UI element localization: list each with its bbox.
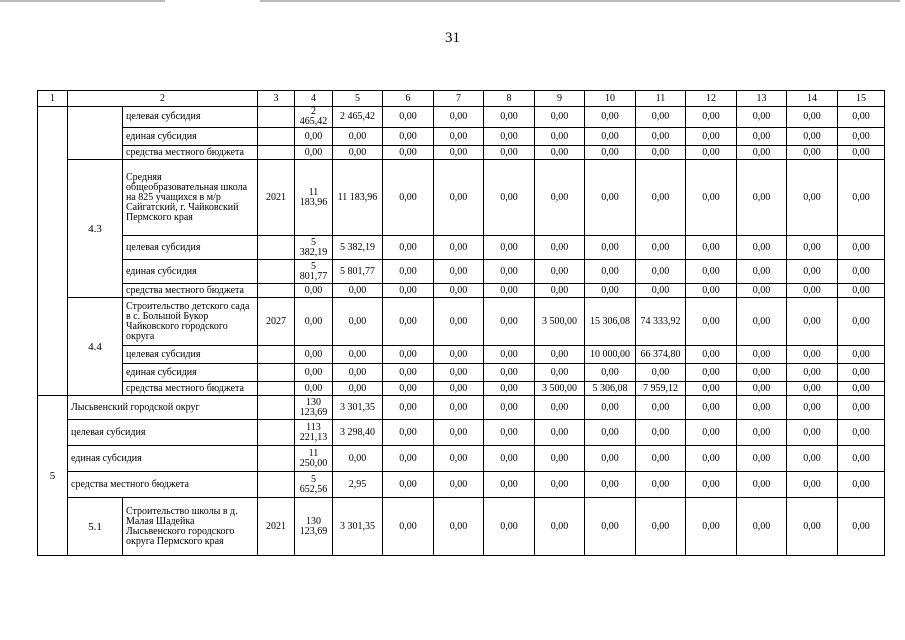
value-cell: 0,00 (585, 364, 636, 382)
header-cell: 13 (737, 91, 787, 107)
header-cell: 11 (636, 91, 686, 107)
value-cell: 0,00 (333, 346, 383, 364)
table-row (38, 284, 885, 298)
table-row (38, 160, 885, 236)
value-cell: 0,00 (333, 128, 383, 146)
table-row (38, 472, 885, 498)
value-cell: 0,00 (295, 364, 333, 382)
table-row (38, 298, 885, 346)
value-cell: 0,00 (787, 382, 838, 396)
value-cell: 0,00 (686, 107, 737, 128)
year-cell (258, 420, 295, 446)
value-cell: 0,00 (383, 146, 434, 160)
value-cell: 0,00 (535, 284, 585, 298)
value-cell: 0,00 (484, 396, 535, 420)
value-cell: 0,00 (295, 346, 333, 364)
value-cell: 3 301,35 (333, 498, 383, 556)
header-cell: 4 (295, 91, 333, 107)
value-cell: 0,00 (434, 498, 484, 556)
value-cell: 0,00 (535, 498, 585, 556)
header-cell: 1 (38, 91, 68, 107)
header-cell: 9 (535, 91, 585, 107)
row-label: единая субсидия (68, 446, 258, 472)
value-cell: 0,00 (484, 260, 535, 284)
value-cell: 3 298,40 (333, 420, 383, 446)
value-cell: 0,00 (434, 260, 484, 284)
value-cell: 0,00 (686, 382, 737, 396)
value-cell: 0,00 (484, 146, 535, 160)
value-cell: 0,00 (484, 107, 535, 128)
header-cell: 6 (383, 91, 434, 107)
row-label: средства местного бюджета (123, 146, 258, 160)
value-cell: 5 801,77 (295, 260, 333, 284)
year-cell (258, 396, 295, 420)
value-cell: 0,00 (636, 420, 686, 446)
value-cell: 0,00 (636, 236, 686, 260)
value-cell: 0,00 (686, 420, 737, 446)
row-label: целевая субсидия (68, 420, 258, 446)
value-cell: 0,00 (686, 160, 737, 236)
value-cell: 0,00 (535, 128, 585, 146)
value-cell: 0,00 (737, 284, 787, 298)
value-cell: 0,00 (787, 446, 838, 472)
value-cell: 0,00 (434, 107, 484, 128)
value-cell: 0,00 (838, 498, 885, 556)
table-row (38, 382, 885, 396)
value-cell: 0,00 (636, 107, 686, 128)
value-cell: 130 123,69 (295, 498, 333, 556)
value-cell: 5 801,77 (333, 260, 383, 284)
value-cell: 3 301,35 (333, 396, 383, 420)
header-cell: 5 (333, 91, 383, 107)
header-cell: 3 (258, 91, 295, 107)
value-cell: 0,00 (737, 396, 787, 420)
row-label: единая субсидия (123, 260, 258, 284)
value-cell: 0,00 (787, 420, 838, 446)
value-cell: 130 123,69 (295, 396, 333, 420)
value-cell: 0,00 (484, 472, 535, 498)
value-cell: 0,00 (636, 364, 686, 382)
year-cell: 2021 (258, 160, 295, 236)
value-cell: 0,00 (838, 284, 885, 298)
value-cell: 0,00 (484, 420, 535, 446)
value-cell: 0,00 (295, 382, 333, 396)
value-cell: 0,00 (535, 446, 585, 472)
value-cell: 0,00 (838, 346, 885, 364)
value-cell: 0,00 (333, 382, 383, 396)
value-cell: 0,00 (383, 472, 434, 498)
value-cell: 3 500,00 (535, 298, 585, 346)
row-label: единая субсидия (123, 364, 258, 382)
value-cell: 10 000,00 (585, 346, 636, 364)
value-cell: 0,00 (484, 446, 535, 472)
value-cell: 0,00 (535, 472, 585, 498)
page-number: 31 (445, 30, 460, 46)
value-cell: 0,00 (434, 364, 484, 382)
year-cell (258, 236, 295, 260)
value-cell: 0,00 (585, 420, 636, 446)
value-cell: 0,00 (636, 160, 686, 236)
item-number-cell: 4.3 (68, 160, 123, 298)
value-cell: 0,00 (434, 298, 484, 346)
value-cell: 0,00 (636, 260, 686, 284)
year-cell (258, 472, 295, 498)
value-cell: 0,00 (535, 364, 585, 382)
value-cell: 0,00 (686, 364, 737, 382)
value-cell: 0,00 (333, 284, 383, 298)
value-cell: 0,00 (686, 260, 737, 284)
row-label: Лысьвенский городской округ (68, 396, 258, 420)
value-cell: 0,00 (585, 260, 636, 284)
table-row (38, 107, 885, 128)
value-cell: 0,00 (585, 446, 636, 472)
value-cell: 0,00 (434, 346, 484, 364)
value-cell: 0,00 (737, 420, 787, 446)
header-row (38, 91, 885, 107)
value-cell: 0,00 (686, 446, 737, 472)
value-cell: 0,00 (636, 472, 686, 498)
value-cell: 0,00 (484, 298, 535, 346)
value-cell: 0,00 (737, 364, 787, 382)
value-cell: 0,00 (838, 107, 885, 128)
header-cell: 7 (434, 91, 484, 107)
value-cell: 0,00 (737, 382, 787, 396)
value-cell: 11 183,96 (295, 160, 333, 236)
header-cell: 2 (68, 91, 258, 107)
value-cell: 0,00 (636, 446, 686, 472)
header-cell: 10 (585, 91, 636, 107)
value-cell: 0,00 (737, 107, 787, 128)
value-cell: 0,00 (535, 146, 585, 160)
value-cell: 0,00 (737, 146, 787, 160)
value-cell: 0,00 (383, 446, 434, 472)
item-number-cell (68, 107, 123, 160)
value-cell: 0,00 (787, 396, 838, 420)
value-cell: 0,00 (484, 382, 535, 396)
row-label: целевая субсидия (123, 346, 258, 364)
value-cell: 0,00 (838, 236, 885, 260)
row-label: средства местного бюджета (68, 472, 258, 498)
value-cell: 0,00 (636, 396, 686, 420)
value-cell: 0,00 (787, 346, 838, 364)
header-cell: 14 (787, 91, 838, 107)
budget-table (37, 90, 885, 556)
value-cell: 0,00 (383, 260, 434, 284)
value-cell: 0,00 (737, 260, 787, 284)
item-number-cell: 4.4 (68, 298, 123, 396)
value-cell: 0,00 (383, 160, 434, 236)
value-cell: 0,00 (838, 420, 885, 446)
value-cell: 0,00 (383, 420, 434, 446)
value-cell: 0,00 (585, 128, 636, 146)
value-cell: 0,00 (585, 284, 636, 298)
year-cell (258, 364, 295, 382)
year-cell (258, 107, 295, 128)
value-cell: 0,00 (686, 498, 737, 556)
row-label: Строительство детского сада в с. Большой Букор Чайковского городского округа (123, 298, 258, 346)
header-cell: 15 (838, 91, 885, 107)
row-label: средства местного бюджета (123, 382, 258, 396)
value-cell: 0,00 (838, 298, 885, 346)
value-cell: 0,00 (787, 146, 838, 160)
row-label: Строительство школы в д. Малая Шадейка Лысьвенского городского округа Пермского края (123, 498, 258, 556)
value-cell: 11 250,00 (295, 446, 333, 472)
value-cell: 0,00 (838, 446, 885, 472)
value-cell: 0,00 (686, 284, 737, 298)
value-cell: 0,00 (585, 498, 636, 556)
table-row (38, 420, 885, 446)
table-row (38, 364, 885, 382)
value-cell: 0,00 (787, 298, 838, 346)
year-cell: 2021 (258, 498, 295, 556)
item-number-cell: 5.1 (68, 498, 123, 556)
value-cell: 0,00 (636, 284, 686, 298)
value-cell: 2 465,42 (333, 107, 383, 128)
value-cell: 0,00 (737, 472, 787, 498)
value-cell: 5 652,56 (295, 472, 333, 498)
value-cell: 0,00 (434, 160, 484, 236)
year-cell (258, 446, 295, 472)
value-cell: 0,00 (737, 446, 787, 472)
row-label: целевая субсидия (123, 107, 258, 128)
value-cell: 7 959,12 (636, 382, 686, 396)
value-cell: 5 382,19 (295, 236, 333, 260)
value-cell: 0,00 (295, 146, 333, 160)
value-cell: 0,00 (838, 472, 885, 498)
value-cell: 0,00 (585, 107, 636, 128)
group-number-cell (38, 107, 68, 396)
value-cell: 0,00 (787, 160, 838, 236)
value-cell: 0,00 (383, 107, 434, 128)
value-cell: 0,00 (484, 498, 535, 556)
top-rule-left (0, 0, 165, 2)
value-cell: 15 306,08 (585, 298, 636, 346)
value-cell: 0,00 (787, 498, 838, 556)
value-cell: 0,00 (333, 146, 383, 160)
table-row (38, 236, 885, 260)
value-cell: 0,00 (535, 260, 585, 284)
value-cell: 0,00 (585, 472, 636, 498)
value-cell: 0,00 (535, 346, 585, 364)
top-rule-right (260, 0, 900, 2)
value-cell: 0,00 (787, 364, 838, 382)
year-cell (258, 260, 295, 284)
value-cell: 0,00 (686, 236, 737, 260)
value-cell: 0,00 (484, 160, 535, 236)
row-label: средства местного бюджета (123, 284, 258, 298)
value-cell: 0,00 (434, 446, 484, 472)
year-cell (258, 382, 295, 396)
value-cell: 2,95 (333, 472, 383, 498)
value-cell: 0,00 (787, 128, 838, 146)
year-cell (258, 346, 295, 364)
row-label: целевая субсидия (123, 236, 258, 260)
value-cell: 0,00 (434, 396, 484, 420)
table-row (38, 146, 885, 160)
value-cell: 5 306,08 (585, 382, 636, 396)
value-cell: 0,00 (484, 346, 535, 364)
value-cell: 0,00 (535, 107, 585, 128)
value-cell: 0,00 (737, 128, 787, 146)
value-cell: 0,00 (686, 472, 737, 498)
value-cell: 0,00 (585, 160, 636, 236)
value-cell: 0,00 (585, 236, 636, 260)
value-cell: 0,00 (787, 236, 838, 260)
group-number-cell: 5 (38, 396, 68, 556)
value-cell: 3 500,00 (535, 382, 585, 396)
value-cell: 0,00 (434, 420, 484, 446)
row-label: Средняя общеобразовательная школа на 825 учащихся в м/р Сайгатский, г. Чайковский Пермского края (123, 160, 258, 236)
value-cell: 0,00 (636, 498, 686, 556)
value-cell: 0,00 (838, 396, 885, 420)
value-cell: 0,00 (787, 107, 838, 128)
value-cell: 0,00 (383, 498, 434, 556)
value-cell: 0,00 (838, 128, 885, 146)
table-body (38, 91, 885, 556)
value-cell: 0,00 (787, 260, 838, 284)
value-cell: 0,00 (838, 260, 885, 284)
value-cell: 74 333,92 (636, 298, 686, 346)
value-cell: 0,00 (535, 160, 585, 236)
value-cell: 0,00 (737, 346, 787, 364)
header-cell: 8 (484, 91, 535, 107)
value-cell: 0,00 (383, 396, 434, 420)
value-cell: 0,00 (636, 146, 686, 160)
value-cell: 0,00 (636, 128, 686, 146)
value-cell: 0,00 (383, 382, 434, 396)
row-label: единая субсидия (123, 128, 258, 146)
value-cell: 0,00 (434, 472, 484, 498)
value-cell: 0,00 (686, 128, 737, 146)
year-cell (258, 146, 295, 160)
value-cell: 0,00 (838, 364, 885, 382)
value-cell: 0,00 (585, 396, 636, 420)
value-cell: 0,00 (383, 284, 434, 298)
value-cell: 0,00 (333, 364, 383, 382)
value-cell: 0,00 (484, 236, 535, 260)
table-row (38, 446, 885, 472)
value-cell: 0,00 (383, 128, 434, 146)
value-cell: 0,00 (295, 284, 333, 298)
value-cell: 0,00 (434, 382, 484, 396)
value-cell: 0,00 (484, 128, 535, 146)
value-cell: 0,00 (484, 364, 535, 382)
value-cell: 0,00 (787, 284, 838, 298)
value-cell: 0,00 (383, 236, 434, 260)
value-cell: 113 221,13 (295, 420, 333, 446)
value-cell: 0,00 (434, 128, 484, 146)
value-cell: 0,00 (838, 160, 885, 236)
value-cell: 0,00 (535, 420, 585, 446)
value-cell: 0,00 (333, 446, 383, 472)
value-cell: 0,00 (333, 298, 383, 346)
year-cell (258, 284, 295, 298)
value-cell: 0,00 (585, 146, 636, 160)
value-cell: 0,00 (295, 298, 333, 346)
table-row (38, 128, 885, 146)
value-cell: 2 465,42 (295, 107, 333, 128)
value-cell: 0,00 (686, 346, 737, 364)
value-cell: 0,00 (838, 146, 885, 160)
table-row (38, 260, 885, 284)
value-cell: 0,00 (295, 128, 333, 146)
table-row (38, 346, 885, 364)
table-row (38, 396, 885, 420)
value-cell: 0,00 (535, 236, 585, 260)
value-cell: 0,00 (434, 146, 484, 160)
value-cell: 0,00 (838, 382, 885, 396)
value-cell: 0,00 (737, 498, 787, 556)
value-cell: 0,00 (787, 472, 838, 498)
value-cell: 0,00 (434, 236, 484, 260)
value-cell: 0,00 (737, 236, 787, 260)
table-row (38, 498, 885, 556)
year-cell: 2027 (258, 298, 295, 346)
value-cell: 0,00 (737, 160, 787, 236)
year-cell (258, 128, 295, 146)
value-cell: 0,00 (434, 284, 484, 298)
value-cell: 66 374,80 (636, 346, 686, 364)
value-cell: 0,00 (686, 298, 737, 346)
value-cell: 0,00 (383, 364, 434, 382)
value-cell: 5 382,19 (333, 236, 383, 260)
value-cell: 0,00 (383, 298, 434, 346)
value-cell: 0,00 (535, 396, 585, 420)
value-cell: 0,00 (383, 346, 434, 364)
header-cell: 12 (686, 91, 737, 107)
value-cell: 11 183,96 (333, 160, 383, 236)
value-cell: 0,00 (737, 298, 787, 346)
value-cell: 0,00 (484, 284, 535, 298)
value-cell: 0,00 (686, 396, 737, 420)
value-cell: 0,00 (686, 146, 737, 160)
